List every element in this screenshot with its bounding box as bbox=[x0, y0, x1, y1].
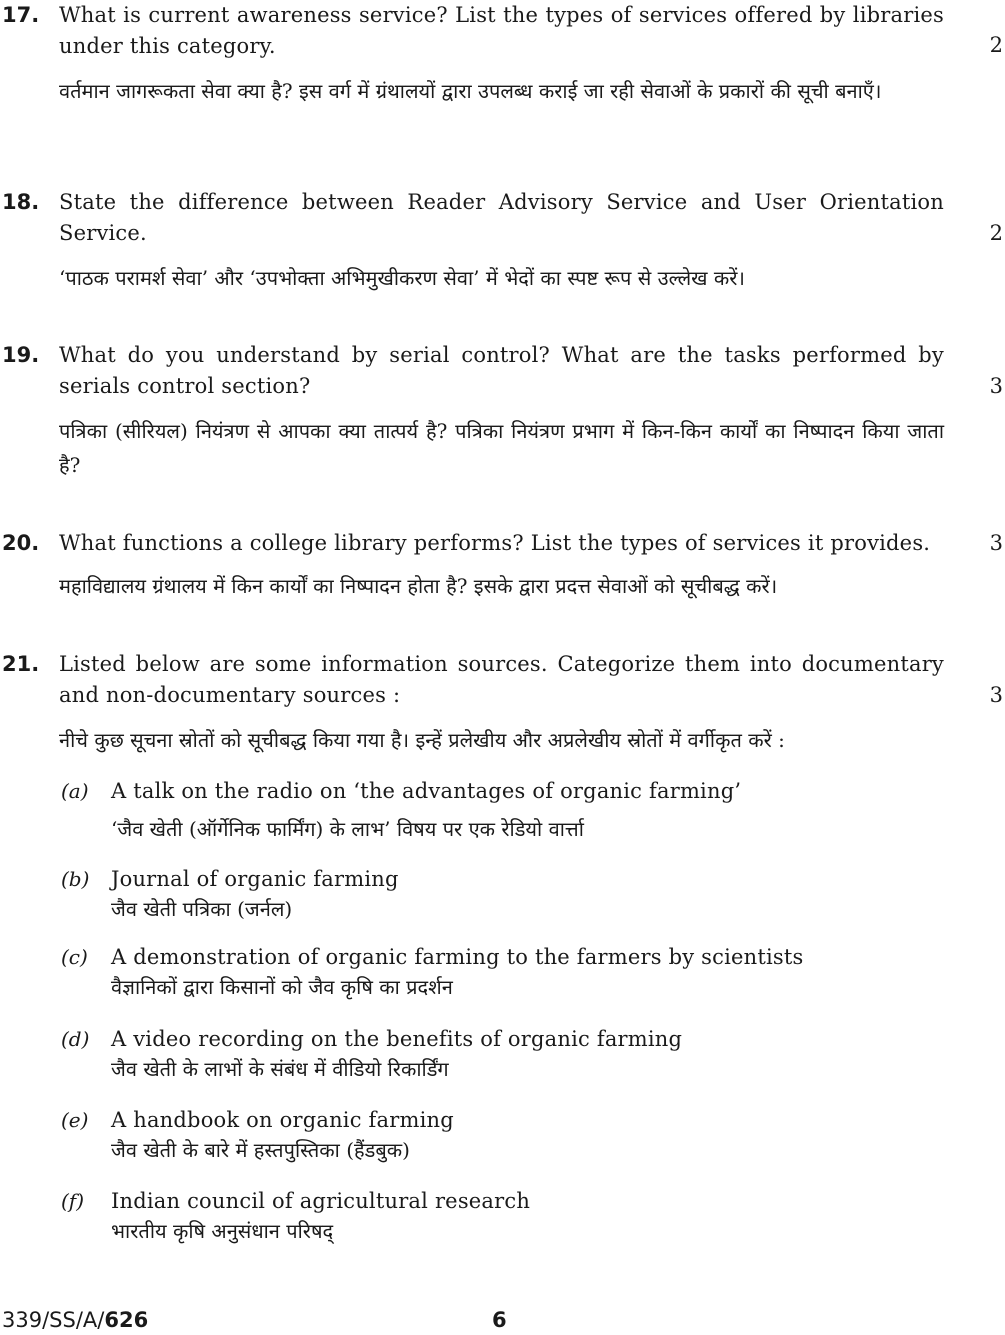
question-marks: 2 bbox=[989, 221, 1003, 245]
question-marks: 2 bbox=[989, 33, 1003, 57]
question-text-hindi: महाविद्यालय ग्रंथालय में किन कार्यों का निष्पादन होता है? इसके द्वारा प्रदत्त सेवाओं को सूचीबद्ध करें। bbox=[59, 574, 778, 598]
option-text-hindi: जैव खेती पत्रिका (जर्नल) bbox=[111, 897, 293, 921]
question-text-english: State the difference between Reader Advisory Service and User Orientation Service. bbox=[59, 190, 944, 245]
question-number: 19. bbox=[2, 343, 40, 367]
option-text-english: A talk on the radio on ‘the advantages of organic farming’ bbox=[111, 779, 742, 803]
option-text-english: A video recording on the benefits of organic farming bbox=[111, 1027, 683, 1051]
question-text-hindi: पत्रिका (सीरियल) नियंत्रण से आपका क्या तात्पर्य है? पत्रिका नियंत्रण प्रभाग में किन-किन कार्यों का निष्पादन किया जाता है? bbox=[59, 419, 944, 477]
question-text-hindi: ‘पाठक परामर्श सेवा’ और ‘उपभोक्ता अभिमुखीकरण सेवा’ में भेदों का स्पष्ट रूप से उल्लेख करें। bbox=[59, 266, 746, 290]
paper-code-prefix: 339/SS/A/ bbox=[2, 1308, 105, 1332]
option-label: (c) bbox=[61, 945, 88, 969]
paper-code-number: 626 bbox=[104, 1308, 149, 1332]
option-text-english: A handbook on organic farming bbox=[111, 1108, 454, 1132]
option-label: (e) bbox=[61, 1108, 89, 1132]
option-text-hindi: भारतीय कृषि अनुसंधान परिषद् bbox=[111, 1219, 334, 1243]
option-text-hindi: जैव खेती के लाभों के संबंध में वीडियो रिकार्डिंग bbox=[111, 1057, 449, 1081]
question-marks: 3 bbox=[989, 374, 1003, 398]
option-label: (d) bbox=[61, 1027, 90, 1051]
question-text-english: Listed below are some information sources. Categorize them into documentary and non-documentary sources : bbox=[59, 652, 944, 707]
question-text-english: What functions a college library performs? List the types of services it provides. bbox=[59, 531, 931, 555]
question-text-english: What is current awareness service? List the types of services offered by libraries under this category. bbox=[59, 3, 944, 58]
question-text-english: What do you understand by serial control? What are the tasks performed by serials control section? bbox=[59, 343, 944, 398]
question-marks: 3 bbox=[989, 683, 1003, 707]
option-text-english: Indian council of agricultural research bbox=[111, 1189, 531, 1213]
option-text-hindi: वैज्ञानिकों द्वारा किसानों को जैव कृषि का प्रदर्शन bbox=[111, 975, 453, 999]
option-label: (b) bbox=[61, 867, 90, 891]
option-text-hindi: ‘जैव खेती (ऑर्गेनिक फार्मिंग) के लाभ’ विषय पर एक रेडियो वार्त्ता bbox=[111, 817, 584, 841]
option-text-hindi: जैव खेती के बारे में हस्तपुस्तिका (हैंडबुक) bbox=[111, 1138, 410, 1162]
question-text-hindi: नीचे कुछ सूचना स्रोतों को सूचीबद्ध किया गया है। इन्हें प्रलेखीय और अप्रलेखीय स्रोतों में वर्गीकृत करें : bbox=[59, 728, 785, 752]
option-text-english: A demonstration of organic farming to the farmers by scientists bbox=[111, 945, 804, 969]
option-label: (f) bbox=[61, 1189, 85, 1213]
question-number: 17. bbox=[2, 3, 40, 27]
question-number: 21. bbox=[2, 652, 40, 676]
option-label: (a) bbox=[61, 779, 89, 803]
question-marks: 3 bbox=[989, 531, 1003, 555]
question-number: 18. bbox=[2, 190, 40, 214]
question-number: 20. bbox=[2, 531, 40, 555]
option-text-english: Journal of organic farming bbox=[111, 867, 399, 891]
page-number: 6 bbox=[492, 1308, 507, 1332]
paper-code bbox=[2, 1305, 148, 1335]
question-text-hindi: वर्तमान जागरूकता सेवा क्या है? इस वर्ग में ग्रंथालयों द्वारा उपलब्ध कराई जा रही सेवाओं के प्रकारों की सूची बनाएँ। bbox=[59, 79, 882, 103]
